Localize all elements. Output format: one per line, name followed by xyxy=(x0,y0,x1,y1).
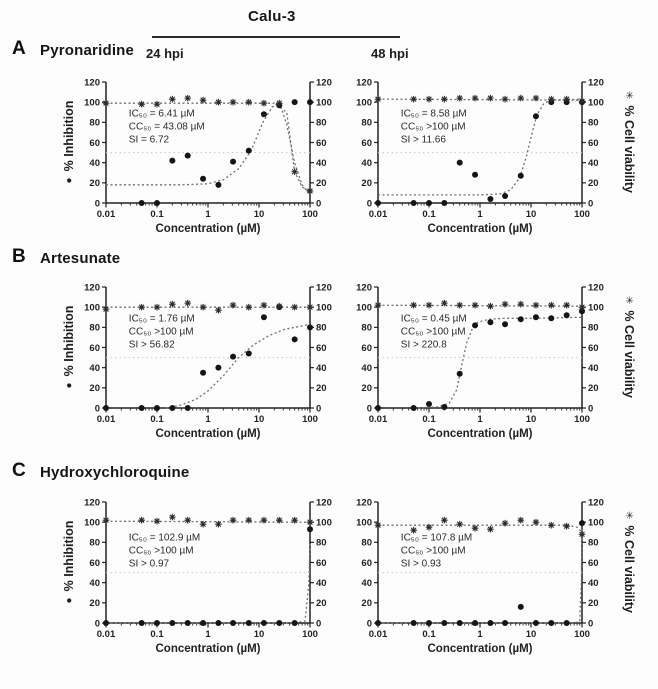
svg-text:120: 120 xyxy=(84,77,100,89)
svg-text:0.1: 0.1 xyxy=(150,414,164,425)
y-axis-label-text: % Cell viability xyxy=(622,525,636,613)
svg-text:100: 100 xyxy=(84,302,100,314)
svg-text:100: 100 xyxy=(356,302,372,314)
y-axis-ticks xyxy=(84,77,332,209)
svg-text:60: 60 xyxy=(316,342,327,354)
svg-text:20: 20 xyxy=(588,383,599,395)
svg-text:10: 10 xyxy=(253,414,265,425)
svg-text:80: 80 xyxy=(89,322,100,334)
x-axis-ticks xyxy=(369,408,590,425)
svg-text:10: 10 xyxy=(525,629,537,640)
svg-text:CC₅₀ >100 µM: CC₅₀ >100 µM xyxy=(400,121,466,133)
svg-text:40: 40 xyxy=(89,362,100,374)
svg-text:20: 20 xyxy=(316,178,327,190)
svg-text:CC₅₀ >100 µM: CC₅₀ >100 µM xyxy=(128,326,194,338)
ic50-annotation xyxy=(129,108,205,145)
y-axis-label-viability-a xyxy=(620,42,638,242)
svg-text:80: 80 xyxy=(588,322,599,334)
svg-text:SI > 0.97: SI > 0.97 xyxy=(128,558,170,570)
svg-text:80: 80 xyxy=(316,322,327,334)
svg-text:0.1: 0.1 xyxy=(422,414,436,425)
svg-text:60: 60 xyxy=(89,557,100,569)
svg-text:80: 80 xyxy=(588,537,599,549)
svg-text:40: 40 xyxy=(89,157,100,169)
y-axis-label-text: % Inhibition xyxy=(62,100,76,172)
svg-text:100: 100 xyxy=(302,629,318,640)
viability-asterisk-icon: ✳ xyxy=(623,511,635,520)
plot-pyronaridine-48hpi xyxy=(340,76,610,238)
svg-text:60: 60 xyxy=(361,557,372,569)
svg-text:0.01: 0.01 xyxy=(96,209,116,220)
svg-text:20: 20 xyxy=(89,178,100,190)
svg-text:CC₅₀ >100 µM: CC₅₀ >100 µM xyxy=(400,545,466,557)
svg-text:120: 120 xyxy=(316,77,332,89)
svg-text:120: 120 xyxy=(316,497,332,509)
svg-text:20: 20 xyxy=(361,383,372,395)
svg-text:100: 100 xyxy=(356,517,372,529)
svg-text:100: 100 xyxy=(574,209,590,220)
x-axis-label: Concentration (µM) xyxy=(155,643,261,655)
svg-text:0: 0 xyxy=(94,403,100,415)
svg-text:40: 40 xyxy=(361,157,372,169)
data-points xyxy=(103,514,314,626)
svg-text:100: 100 xyxy=(316,97,332,109)
svg-text:40: 40 xyxy=(89,577,100,589)
ic50-annotation xyxy=(129,532,200,569)
svg-text:60: 60 xyxy=(361,137,372,149)
svg-text:40: 40 xyxy=(588,362,599,374)
svg-text:100: 100 xyxy=(316,517,332,529)
svg-text:80: 80 xyxy=(361,117,372,129)
x-axis-ticks xyxy=(97,203,318,220)
svg-text:0.1: 0.1 xyxy=(150,629,164,640)
svg-text:10: 10 xyxy=(525,209,537,220)
svg-text:100: 100 xyxy=(588,517,604,529)
panel-b-drug-name: Artesunate xyxy=(40,250,121,267)
svg-text:100: 100 xyxy=(302,414,318,425)
svg-text:SI > 0.93: SI > 0.93 xyxy=(400,558,442,570)
y-axis-label-text: % Cell viability xyxy=(622,310,636,398)
svg-text:60: 60 xyxy=(588,557,599,569)
svg-text:0: 0 xyxy=(94,198,100,210)
svg-text:0.01: 0.01 xyxy=(96,629,116,640)
y-axis-label-viability-c xyxy=(620,462,638,662)
y-axis-label-text: % Inhibition xyxy=(62,305,76,377)
svg-text:80: 80 xyxy=(361,322,372,334)
svg-text:20: 20 xyxy=(89,383,100,395)
svg-text:80: 80 xyxy=(316,117,327,129)
header-underline xyxy=(152,36,400,38)
svg-text:80: 80 xyxy=(588,117,599,129)
y-axis-ticks xyxy=(356,497,604,629)
x-axis-label: Concentration (µM) xyxy=(427,428,533,440)
svg-text:120: 120 xyxy=(84,282,100,294)
svg-text:0: 0 xyxy=(366,198,372,210)
dose-response-chart xyxy=(68,281,338,443)
svg-text:SI > 56.82: SI > 56.82 xyxy=(128,339,175,351)
svg-text:10: 10 xyxy=(525,414,537,425)
svg-text:CC₅₀ >100 µM: CC₅₀ >100 µM xyxy=(128,545,194,557)
svg-text:0: 0 xyxy=(366,403,372,415)
svg-text:60: 60 xyxy=(588,342,599,354)
svg-text:120: 120 xyxy=(356,497,372,509)
panel-c-letter: C xyxy=(12,460,26,481)
x-axis-label: Concentration (µM) xyxy=(427,223,533,235)
svg-text:120: 120 xyxy=(316,282,332,294)
svg-text:1: 1 xyxy=(205,414,211,425)
svg-text:10: 10 xyxy=(253,629,265,640)
dose-response-chart xyxy=(340,496,610,658)
panel-b-letter: B xyxy=(12,246,26,267)
svg-text:IC₅₀ = 107.8 µM: IC₅₀ = 107.8 µM xyxy=(400,532,473,544)
svg-text:120: 120 xyxy=(84,497,100,509)
svg-text:100: 100 xyxy=(588,302,604,314)
svg-text:SI > 220.8: SI > 220.8 xyxy=(400,339,447,351)
svg-text:IC₅₀ = 1.76 µM: IC₅₀ = 1.76 µM xyxy=(128,313,195,325)
svg-text:0.1: 0.1 xyxy=(422,209,436,220)
svg-text:0: 0 xyxy=(588,403,594,415)
svg-text:20: 20 xyxy=(361,178,372,190)
ic50-annotation xyxy=(401,313,467,350)
svg-text:60: 60 xyxy=(361,342,372,354)
inhibition-circle-icon: ● xyxy=(63,382,75,389)
dose-response-chart xyxy=(340,76,610,238)
svg-text:40: 40 xyxy=(316,362,327,374)
svg-text:60: 60 xyxy=(588,137,599,149)
plot-hydroxychloroquine-48hpi xyxy=(340,496,610,658)
x-axis-ticks xyxy=(369,623,590,640)
svg-text:IC₅₀ = 102.9 µM: IC₅₀ = 102.9 µM xyxy=(128,532,201,544)
svg-text:40: 40 xyxy=(361,577,372,589)
svg-text:20: 20 xyxy=(316,383,327,395)
svg-text:20: 20 xyxy=(588,178,599,190)
x-axis-ticks xyxy=(97,408,318,425)
y-axis-label-text: % Cell viability xyxy=(622,105,636,193)
svg-text:60: 60 xyxy=(316,557,327,569)
ic50-annotation xyxy=(401,108,467,145)
ic50-annotation xyxy=(401,532,472,569)
svg-text:SI > 11.66: SI > 11.66 xyxy=(400,134,446,146)
plot-hydroxychloroquine-24hpi xyxy=(68,496,338,658)
svg-text:40: 40 xyxy=(316,157,327,169)
svg-text:120: 120 xyxy=(588,77,604,89)
plot-artesunate-48hpi xyxy=(340,281,610,443)
svg-text:1: 1 xyxy=(477,629,483,640)
x-axis-ticks xyxy=(369,203,590,220)
svg-text:0.1: 0.1 xyxy=(422,629,436,640)
svg-text:0.1: 0.1 xyxy=(150,209,164,220)
svg-text:0.01: 0.01 xyxy=(368,629,388,640)
svg-text:120: 120 xyxy=(588,497,604,509)
dose-response-chart xyxy=(68,76,338,238)
inhibition-circle-icon: ● xyxy=(63,597,75,604)
plot-artesunate-24hpi xyxy=(68,281,338,443)
svg-text:1: 1 xyxy=(205,629,211,640)
column-header-24hpi: 24 hpi xyxy=(146,46,184,61)
x-axis-label: Concentration (µM) xyxy=(155,223,261,235)
svg-text:0: 0 xyxy=(588,198,594,210)
svg-text:0: 0 xyxy=(316,198,322,210)
viability-asterisk-icon: ✳ xyxy=(623,91,635,100)
y-axis-label-viability-b xyxy=(620,247,638,447)
svg-text:0: 0 xyxy=(94,618,100,630)
svg-text:1: 1 xyxy=(205,209,211,220)
svg-text:CC₅₀ = 43.08 µM: CC₅₀ = 43.08 µM xyxy=(128,121,205,133)
svg-text:CC₅₀ >100 µM: CC₅₀ >100 µM xyxy=(400,326,466,338)
svg-text:100: 100 xyxy=(356,97,372,109)
svg-text:60: 60 xyxy=(316,137,327,149)
svg-text:40: 40 xyxy=(588,577,599,589)
svg-text:1: 1 xyxy=(477,209,483,220)
svg-text:20: 20 xyxy=(361,598,372,610)
svg-text:IC₅₀ = 0.45 µM: IC₅₀ = 0.45 µM xyxy=(400,313,467,325)
svg-text:60: 60 xyxy=(89,137,100,149)
x-axis-label: Concentration (µM) xyxy=(427,643,533,655)
svg-text:80: 80 xyxy=(316,537,327,549)
svg-text:1: 1 xyxy=(477,414,483,425)
svg-text:0: 0 xyxy=(366,618,372,630)
svg-text:100: 100 xyxy=(316,302,332,314)
x-axis-label: Concentration (µM) xyxy=(155,428,261,440)
svg-text:120: 120 xyxy=(356,282,372,294)
svg-text:20: 20 xyxy=(588,598,599,610)
svg-text:100: 100 xyxy=(588,97,604,109)
svg-text:120: 120 xyxy=(356,77,372,89)
svg-text:20: 20 xyxy=(89,598,100,610)
svg-text:100: 100 xyxy=(302,209,318,220)
panel-a-drug-name: Pyronaridine xyxy=(40,42,135,59)
svg-text:100: 100 xyxy=(574,629,590,640)
svg-text:0.01: 0.01 xyxy=(368,209,388,220)
dose-response-chart xyxy=(68,496,338,658)
svg-text:120: 120 xyxy=(588,282,604,294)
panel-c-drug-name: Hydroxychloroquine xyxy=(40,464,190,481)
column-header-48hpi: 48 hpi xyxy=(371,46,409,61)
svg-text:40: 40 xyxy=(316,577,327,589)
viability-asterisk-icon: ✳ xyxy=(623,296,635,305)
svg-text:10: 10 xyxy=(253,209,265,220)
x-axis-ticks xyxy=(97,623,318,640)
ic50-annotation xyxy=(129,313,195,350)
svg-text:100: 100 xyxy=(574,414,590,425)
svg-text:40: 40 xyxy=(361,362,372,374)
svg-text:SI = 6.72: SI = 6.72 xyxy=(128,134,170,146)
svg-text:80: 80 xyxy=(89,537,100,549)
dose-response-chart xyxy=(340,281,610,443)
svg-text:20: 20 xyxy=(316,598,327,610)
svg-text:0.01: 0.01 xyxy=(96,414,116,425)
svg-text:60: 60 xyxy=(89,342,100,354)
plot-pyronaridine-24hpi xyxy=(68,76,338,238)
svg-text:0: 0 xyxy=(316,618,322,630)
svg-text:IC₅₀ = 6.41 µM: IC₅₀ = 6.41 µM xyxy=(128,108,195,120)
svg-text:80: 80 xyxy=(361,537,372,549)
svg-text:0: 0 xyxy=(588,618,594,630)
y-axis-label-text: % Inhibition xyxy=(62,520,76,592)
svg-text:IC₅₀ = 8.58 µM: IC₅₀ = 8.58 µM xyxy=(400,108,467,120)
svg-text:0: 0 xyxy=(316,403,322,415)
panel-a-letter: A xyxy=(12,38,26,59)
svg-text:80: 80 xyxy=(89,117,100,129)
svg-text:100: 100 xyxy=(84,517,100,529)
svg-text:100: 100 xyxy=(84,97,100,109)
y-axis-ticks xyxy=(84,282,332,414)
svg-text:40: 40 xyxy=(588,157,599,169)
svg-text:0.01: 0.01 xyxy=(368,414,388,425)
figure-title: Calu-3 xyxy=(248,8,296,25)
inhibition-circle-icon: ● xyxy=(63,177,75,184)
